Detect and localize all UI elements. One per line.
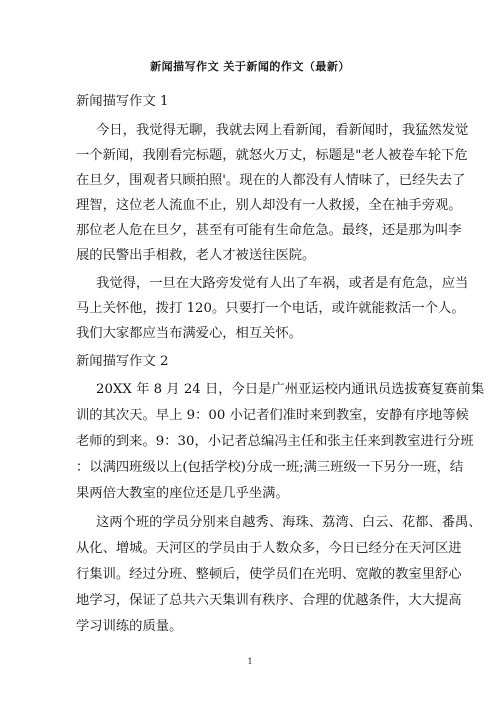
page-number: 1	[247, 657, 253, 666]
paragraph-1-line: 理智，这位老人流血不止，别人却没有一人救援，全在袖手旁观。	[76, 198, 462, 213]
paragraph-3-line: 果两倍大教室的座位还是几乎坐满。	[76, 486, 289, 501]
paragraph-3-line: 老师的到来。9：30，小记者总编冯主任和张主任来到教室进行分班	[76, 434, 474, 449]
paragraph-2-line: 我们大家都应当布满爱心，相互关怀。	[76, 326, 303, 341]
paragraph-1-line: 那位老人危在旦夕，甚至有可能有生命危急。最终，还是那为叫李	[76, 223, 462, 238]
paragraph-1-line: 展的民警出手相救，老人才被送往医院。	[76, 248, 316, 263]
section-heading-2: 新闻描写作文 2	[76, 354, 169, 369]
document-title: 新闻描写作文 关于新闻的作文（最新）	[150, 60, 350, 73]
paragraph-4-line: 地学习，保证了总共六天集训有秩序、合理的优越条件，大大提高	[76, 593, 462, 608]
paragraph-1-line: 今日，我觉得无聊，我就去网上看新闻，看新闻时，我猛然发觉	[96, 123, 469, 138]
paragraph-3-line: 20XX 年 8 月 24 日，今日是广州亚运校内通讯员选拔赛复赛前集	[96, 382, 485, 397]
paragraph-2-line: 马上关怀他，拨打 120。只要打一个电话，或许就能救活一个人。	[76, 301, 465, 316]
paragraph-3-line: 训的其次天。早上 9：00 小记者们准时来到教室，安静有序地等候	[76, 408, 469, 423]
paragraph-3-line: ：以满四班级以上(包括学校)分成一班;满三班级一下另分一班，结	[76, 460, 464, 475]
paragraph-1-line: 在旦夕，围观者只顾拍照'。现在的人都没有人情味了，已经失去了	[76, 173, 466, 188]
paragraph-4-line: 学习训练的质量。	[76, 619, 183, 634]
paragraph-4-line: 行集训。经过分班、整顿后，使学员们在光明、宽敞的教室里舒心	[76, 567, 462, 582]
paragraph-1-line: 一个新闻，我刚看完标题，就怒火万丈，标题是"老人被卷车轮下危	[76, 148, 468, 163]
section-heading-1: 新闻描写作文 1	[76, 94, 169, 109]
paragraph-2-line: 我觉得，一旦在大路旁发觉有人出了车祸，或者是有危急，应当	[96, 276, 469, 291]
paragraph-4-line: 这两个班的学员分别来自越秀、海珠、荔湾、白云、花都、番禺、	[96, 515, 482, 530]
paragraph-4-line: 从化、增城。天河区的学员由于人数众多，今日已经分在天河区进	[76, 541, 462, 556]
